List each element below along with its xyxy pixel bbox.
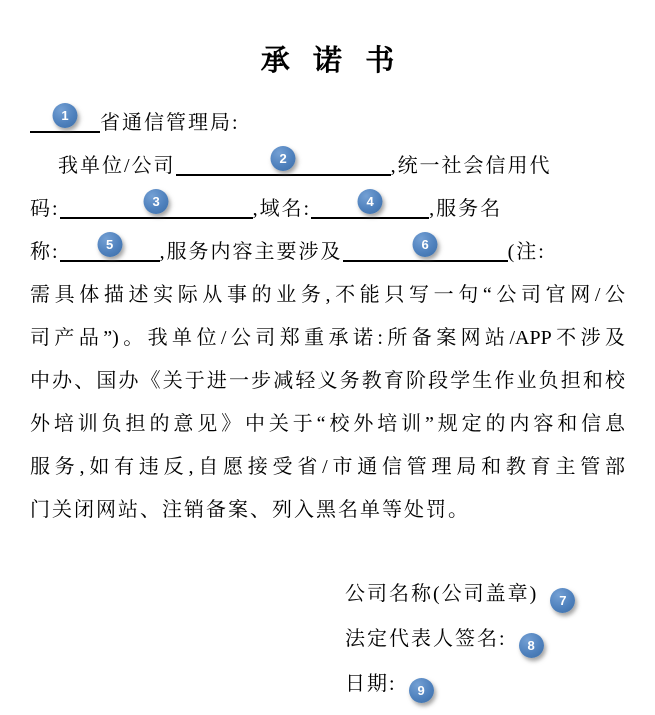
document-body [0,102,655,707]
service-name-prefix: ,服务名 [429,198,503,220]
body-text-line-4: 外培训负担的意见》中关于“校外培训”规定的内容和信息 [30,413,625,435]
company-line-prefix: 我单位/公司 [58,155,176,177]
legal-rep-line [345,617,625,662]
blank-service-name[interactable] [60,232,160,262]
service-content-label: ,服务内容主要涉及 [159,241,343,263]
body-text-line-6: 门关闭网站、注销备案、列入黑名单等处罚。 [30,499,470,521]
annotation-marker-1: 1 [53,103,78,128]
blank-company-name[interactable] [176,146,391,176]
annotation-marker-5: 5 [97,232,122,257]
annotation-marker-4: 4 [358,189,383,214]
blank-province[interactable] [30,103,100,133]
service-content-line [30,231,625,274]
annotation-marker-8: 8 [519,633,544,658]
page-title: 承 诺 书 [260,45,403,77]
service-name-label: 称: [30,241,60,263]
legal-rep-label: 法定代表人签名: [345,628,507,650]
domain-label: ,域名: [252,198,312,220]
note-prefix: (注: [507,241,546,263]
signature-block [30,572,625,707]
date-line [345,662,625,707]
salutation-text: 省通信管理局: [100,112,240,134]
annotation-marker-9: 9 [409,678,434,703]
company-line-suffix: ,统一社会信用代 [390,155,552,177]
blank-service-content[interactable] [343,232,508,262]
date-label: 日期: [345,673,397,695]
sign-spot-date[interactable] [397,670,434,700]
company-seal-line [345,572,625,617]
body-text-line-3: 中办、国办《关于进一步减轻义务教育阶段学生作业负担和校 [30,370,625,392]
annotation-marker-6: 6 [413,232,438,257]
company-line [30,145,625,188]
salutation-line [30,102,625,145]
credit-code-domain-line [30,188,625,231]
annotation-marker-7: 7 [550,588,575,613]
blank-credit-code[interactable] [60,189,253,219]
sign-spot-legal-rep[interactable] [507,625,544,655]
body-text-line-1: 需具体描述实际从事的业务,不能只写一句“公司官网/公 [30,284,625,306]
blank-domain[interactable] [311,189,429,219]
body-text-line-2: 司产品”)。我单位/公司郑重承诺:所备案网站/APP不涉及 [30,327,625,349]
company-seal-label: 公司名称(公司盖章) [345,583,539,605]
annotation-marker-3: 3 [144,189,169,214]
sign-spot-company-seal[interactable] [538,580,575,610]
credit-code-label: 码: [30,198,60,220]
body-text-line-5: 服务,如有违反,自愿接受省/市通信管理局和教育主管部 [30,456,625,478]
annotation-marker-2: 2 [271,146,296,171]
